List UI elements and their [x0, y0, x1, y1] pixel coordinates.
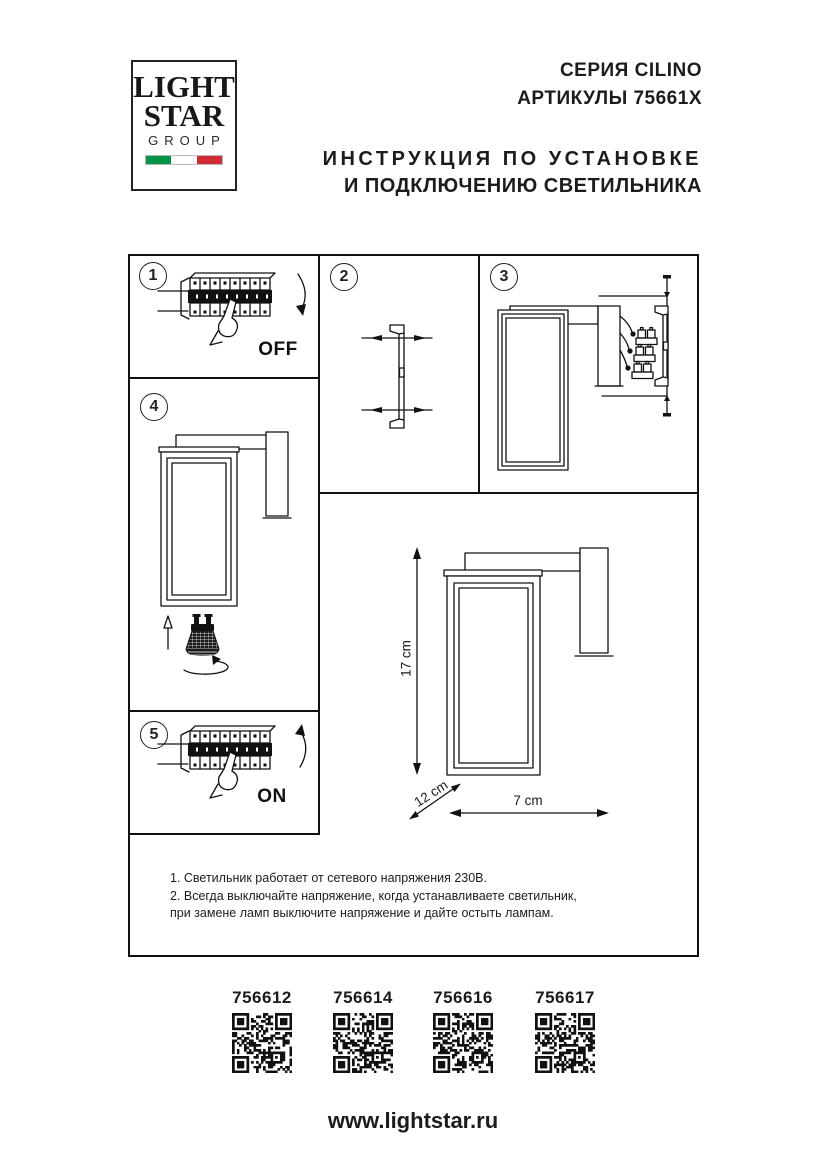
logo-word-group: GROUP: [148, 133, 226, 148]
qr-code-756614: [333, 1013, 393, 1073]
step-1-off-label: OFF: [258, 339, 298, 360]
qr-code-756616: [433, 1013, 493, 1073]
series-title: СЕРИЯ CILINO: [559, 60, 702, 81]
step-4-number: 4: [140, 393, 168, 421]
website-url: www.lightstar.ru: [327, 1108, 499, 1133]
safety-notes: [170, 870, 650, 923]
note-line-2: 2. Всегда выключайте напряжение, когда устанавливаете светильник,: [170, 888, 577, 903]
logo-word-light: LIGHT: [133, 69, 235, 104]
qr-code-756612: [232, 1013, 292, 1073]
step-3-number: 3: [490, 263, 518, 291]
step-5-on-label: ON: [257, 786, 287, 807]
step-3-wiring-diagram: [478, 254, 698, 492]
step-2-number: 2: [330, 263, 358, 291]
dimensions-diagram: [318, 493, 699, 838]
flag-white-segment: [171, 156, 196, 164]
flag-green-segment: [146, 156, 171, 164]
depth-dimension-label: 12 cm: [411, 777, 451, 810]
article-label-756617: 756617: [535, 988, 595, 1007]
italian-flag-bar: [145, 155, 223, 165]
step-5-number: 5: [140, 721, 168, 749]
note-line-3: при замене ламп выключите напряжение и дайте остыть лампам.: [170, 906, 554, 920]
lightstar-logo: [131, 60, 237, 191]
qr-code-756617: [535, 1013, 595, 1073]
article-label-756616: 756616: [433, 988, 493, 1007]
height-dimension-label: 17 cm: [398, 640, 414, 677]
articles-title: АРТИКУЛЫ 75661X: [517, 88, 702, 109]
flag-red-segment: [197, 156, 222, 164]
width-dimension-label: 7 cm: [513, 793, 543, 808]
grid-divider-step5-notes: [128, 833, 320, 835]
step-1-number: 1: [139, 262, 167, 290]
note-line-1: 1. Светильник работает от сетевого напряжения 230В.: [170, 871, 487, 885]
article-label-756612: 756612: [232, 988, 292, 1007]
instruction-title-line2: И ПОДКЛЮЧЕНИЮ СВЕТИЛЬНИКА: [343, 175, 702, 197]
logo-word-star: STAR: [143, 98, 225, 133]
step-4-lamp-bulb-diagram: [128, 378, 318, 711]
instruction-title-line1: ИНСТРУКЦИЯ ПО УСТАНОВКЕ: [322, 148, 702, 170]
article-label-756614: 756614: [333, 988, 393, 1007]
step-2-bracket-diagram: [318, 254, 478, 492]
step-5-breaker-on-diagram: [128, 711, 318, 832]
